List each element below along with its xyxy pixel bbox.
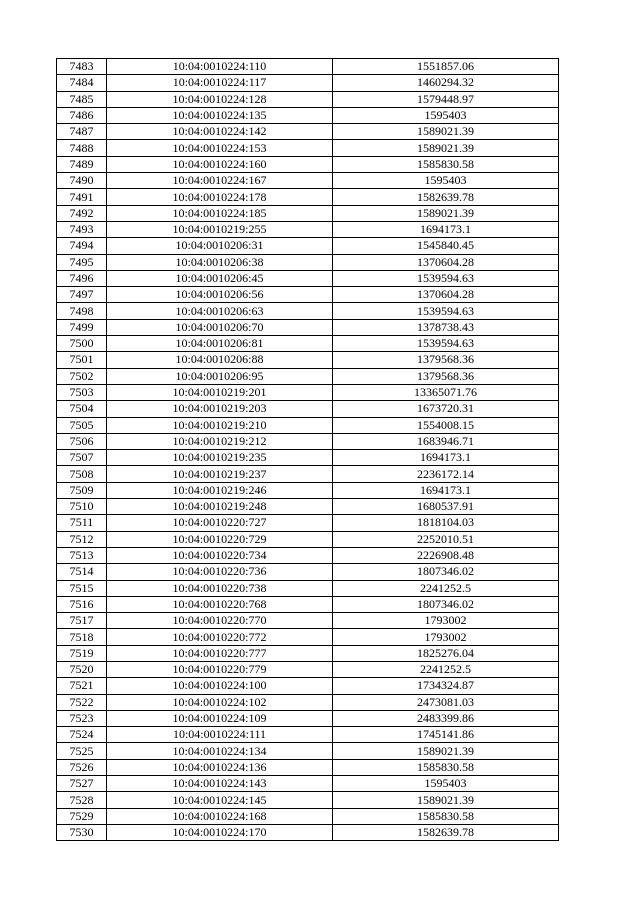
cadastral-number-cell: 10:04:0010220:738 [107, 580, 333, 596]
cadastral-number-cell: 10:04:0010224:134 [107, 743, 333, 759]
value-cell: 1694173.1 [333, 482, 559, 498]
table-row [57, 59, 559, 75]
cadastral-number-cell: 10:04:0010219:201 [107, 384, 333, 400]
table-row [57, 515, 559, 531]
value-cell: 2252010.51 [333, 531, 559, 547]
value-cell: 1551857.06 [333, 59, 559, 75]
value-cell: 1589021.39 [333, 792, 559, 808]
cadastral-number-cell: 10:04:0010219:212 [107, 433, 333, 449]
value-cell: 1818104.03 [333, 515, 559, 531]
table-row [57, 287, 559, 303]
cadastral-number-cell: 10:04:0010224:160 [107, 156, 333, 172]
cadastral-number-cell: 10:04:0010224:117 [107, 75, 333, 91]
value-cell: 1539594.63 [333, 270, 559, 286]
cadastral-number-cell: 10:04:0010220:734 [107, 547, 333, 563]
row-number-cell: 7489 [57, 156, 107, 172]
value-cell: 1545840.45 [333, 238, 559, 254]
cadastral-number-cell: 10:04:0010206:63 [107, 303, 333, 319]
cadastral-number-cell: 10:04:0010219:203 [107, 401, 333, 417]
row-number-cell: 7492 [57, 205, 107, 221]
cadastral-number-cell: 10:04:0010206:56 [107, 287, 333, 303]
row-number-cell: 7488 [57, 140, 107, 156]
row-number-cell: 7511 [57, 515, 107, 531]
row-number-cell: 7500 [57, 336, 107, 352]
table-row [57, 531, 559, 547]
table-row [57, 124, 559, 140]
cadastral-number-cell: 10:04:0010224:111 [107, 727, 333, 743]
row-number-cell: 7520 [57, 661, 107, 677]
value-cell: 1694173.1 [333, 221, 559, 237]
cadastral-number-cell: 10:04:0010206:88 [107, 352, 333, 368]
value-cell: 1745141.86 [333, 727, 559, 743]
value-cell: 1595403 [333, 107, 559, 123]
row-number-cell: 7495 [57, 254, 107, 270]
value-cell: 1595403 [333, 173, 559, 189]
cadastral-number-cell: 10:04:0010224:142 [107, 124, 333, 140]
value-cell: 2226908.48 [333, 547, 559, 563]
row-number-cell: 7494 [57, 238, 107, 254]
table-row [57, 254, 559, 270]
cadastral-number-cell: 10:04:0010224:168 [107, 808, 333, 824]
table-row [57, 727, 559, 743]
row-number-cell: 7509 [57, 482, 107, 498]
row-number-cell: 7485 [57, 91, 107, 107]
cadastral-number-cell: 10:04:0010206:70 [107, 319, 333, 335]
row-number-cell: 7504 [57, 401, 107, 417]
value-cell: 1589021.39 [333, 124, 559, 140]
table-row [57, 808, 559, 824]
row-number-cell: 7491 [57, 189, 107, 205]
row-number-cell: 7530 [57, 824, 107, 840]
table-row [57, 417, 559, 433]
table-row [57, 759, 559, 775]
row-number-cell: 7483 [57, 59, 107, 75]
value-cell: 1673720.31 [333, 401, 559, 417]
value-cell: 2236172.14 [333, 466, 559, 482]
value-cell: 1683946.71 [333, 433, 559, 449]
value-cell: 2241252.5 [333, 661, 559, 677]
row-number-cell: 7521 [57, 678, 107, 694]
value-cell: 1379568.36 [333, 352, 559, 368]
cadastral-number-cell: 10:04:0010206:31 [107, 238, 333, 254]
value-cell: 13365071.76 [333, 384, 559, 400]
value-cell: 1807346.02 [333, 564, 559, 580]
value-cell: 1539594.63 [333, 303, 559, 319]
table-row [57, 205, 559, 221]
value-cell: 1585830.58 [333, 156, 559, 172]
row-number-cell: 7527 [57, 776, 107, 792]
table-row [57, 401, 559, 417]
table-row [57, 776, 559, 792]
cadastral-number-cell: 10:04:0010224:136 [107, 759, 333, 775]
cadastral-number-cell: 10:04:0010206:95 [107, 368, 333, 384]
table-row [57, 466, 559, 482]
cadastral-number-cell: 10:04:0010224:167 [107, 173, 333, 189]
cadastral-number-cell: 10:04:0010224:178 [107, 189, 333, 205]
cadastral-number-cell: 10:04:0010219:237 [107, 466, 333, 482]
cadastral-number-cell: 10:04:0010219:255 [107, 221, 333, 237]
cadastral-number-cell: 10:04:0010224:185 [107, 205, 333, 221]
value-cell: 1370604.28 [333, 287, 559, 303]
row-number-cell: 7518 [57, 629, 107, 645]
value-cell: 1825276.04 [333, 645, 559, 661]
table-row [57, 824, 559, 840]
value-cell: 1807346.02 [333, 596, 559, 612]
row-number-cell: 7499 [57, 319, 107, 335]
cadastral-number-cell: 10:04:0010224:153 [107, 140, 333, 156]
table-row [57, 450, 559, 466]
table-row [57, 352, 559, 368]
value-cell: 1460294.32 [333, 75, 559, 91]
value-cell: 1694173.1 [333, 450, 559, 466]
table-row [57, 140, 559, 156]
row-number-cell: 7496 [57, 270, 107, 286]
cadastral-number-cell: 10:04:0010224:128 [107, 91, 333, 107]
value-cell: 1793002 [333, 613, 559, 629]
row-number-cell: 7522 [57, 694, 107, 710]
table-row [57, 482, 559, 498]
value-cell: 1579448.97 [333, 91, 559, 107]
value-cell: 1793002 [333, 629, 559, 645]
table-row [57, 91, 559, 107]
table-row [57, 336, 559, 352]
row-number-cell: 7484 [57, 75, 107, 91]
value-cell: 1378738.43 [333, 319, 559, 335]
row-number-cell: 7493 [57, 221, 107, 237]
table-row [57, 661, 559, 677]
row-number-cell: 7490 [57, 173, 107, 189]
data-table [56, 58, 559, 841]
row-number-cell: 7526 [57, 759, 107, 775]
value-cell: 1589021.39 [333, 743, 559, 759]
row-number-cell: 7498 [57, 303, 107, 319]
cadastral-number-cell: 10:04:0010220:729 [107, 531, 333, 547]
table-row [57, 580, 559, 596]
value-cell: 1582639.78 [333, 189, 559, 205]
cadastral-number-cell: 10:04:0010220:768 [107, 596, 333, 612]
cadastral-number-cell: 10:04:0010220:772 [107, 629, 333, 645]
table-row [57, 596, 559, 612]
value-cell: 1680537.91 [333, 499, 559, 515]
row-number-cell: 7486 [57, 107, 107, 123]
cadastral-number-cell: 10:04:0010224:145 [107, 792, 333, 808]
value-cell: 1554008.15 [333, 417, 559, 433]
cadastral-number-cell: 10:04:0010224:100 [107, 678, 333, 694]
table-row [57, 613, 559, 629]
value-cell: 1539594.63 [333, 336, 559, 352]
table-row [57, 384, 559, 400]
table-row [57, 189, 559, 205]
cadastral-number-cell: 10:04:0010220:727 [107, 515, 333, 531]
table-row [57, 319, 559, 335]
cadastral-number-cell: 10:04:0010224:143 [107, 776, 333, 792]
table-row [57, 645, 559, 661]
cadastral-number-cell: 10:04:0010224:102 [107, 694, 333, 710]
table-row [57, 107, 559, 123]
row-number-cell: 7505 [57, 417, 107, 433]
table-row [57, 173, 559, 189]
value-cell: 1589021.39 [333, 205, 559, 221]
row-number-cell: 7510 [57, 499, 107, 515]
cadastral-number-cell: 10:04:0010219:210 [107, 417, 333, 433]
value-cell: 2483399.86 [333, 710, 559, 726]
table-row [57, 238, 559, 254]
table-row [57, 221, 559, 237]
row-number-cell: 7529 [57, 808, 107, 824]
table-row [57, 433, 559, 449]
row-number-cell: 7497 [57, 287, 107, 303]
row-number-cell: 7523 [57, 710, 107, 726]
table-row [57, 270, 559, 286]
row-number-cell: 7487 [57, 124, 107, 140]
table-row [57, 564, 559, 580]
row-number-cell: 7508 [57, 466, 107, 482]
cadastral-number-cell: 10:04:0010206:45 [107, 270, 333, 286]
row-number-cell: 7503 [57, 384, 107, 400]
table-row [57, 629, 559, 645]
value-cell: 1370604.28 [333, 254, 559, 270]
table-row [57, 368, 559, 384]
row-number-cell: 7514 [57, 564, 107, 580]
cadastral-number-cell: 10:04:0010224:170 [107, 824, 333, 840]
row-number-cell: 7515 [57, 580, 107, 596]
row-number-cell: 7501 [57, 352, 107, 368]
table-row [57, 743, 559, 759]
value-cell: 1585830.58 [333, 759, 559, 775]
table-row [57, 678, 559, 694]
cadastral-number-cell: 10:04:0010224:109 [107, 710, 333, 726]
row-number-cell: 7516 [57, 596, 107, 612]
table-row [57, 694, 559, 710]
cadastral-number-cell: 10:04:0010219:248 [107, 499, 333, 515]
row-number-cell: 7519 [57, 645, 107, 661]
value-cell: 1734324.87 [333, 678, 559, 694]
row-number-cell: 7513 [57, 547, 107, 563]
row-number-cell: 7517 [57, 613, 107, 629]
value-cell: 1595403 [333, 776, 559, 792]
table-body [57, 59, 559, 841]
row-number-cell: 7502 [57, 368, 107, 384]
table-row [57, 156, 559, 172]
cadastral-number-cell: 10:04:0010224:110 [107, 59, 333, 75]
row-number-cell: 7507 [57, 450, 107, 466]
cadastral-number-cell: 10:04:0010224:135 [107, 107, 333, 123]
row-number-cell: 7506 [57, 433, 107, 449]
cadastral-number-cell: 10:04:0010219:235 [107, 450, 333, 466]
table-row [57, 75, 559, 91]
value-cell: 2473081.03 [333, 694, 559, 710]
cadastral-number-cell: 10:04:0010206:38 [107, 254, 333, 270]
row-number-cell: 7524 [57, 727, 107, 743]
value-cell: 1589021.39 [333, 140, 559, 156]
value-cell: 1585830.58 [333, 808, 559, 824]
value-cell: 1379568.36 [333, 368, 559, 384]
cadastral-number-cell: 10:04:0010220:779 [107, 661, 333, 677]
cadastral-number-cell: 10:04:0010220:770 [107, 613, 333, 629]
table-row [57, 499, 559, 515]
table-row [57, 303, 559, 319]
row-number-cell: 7525 [57, 743, 107, 759]
table-row [57, 792, 559, 808]
cadastral-number-cell: 10:04:0010206:81 [107, 336, 333, 352]
value-cell: 1582639.78 [333, 824, 559, 840]
cadastral-number-cell: 10:04:0010219:246 [107, 482, 333, 498]
row-number-cell: 7528 [57, 792, 107, 808]
table-row [57, 547, 559, 563]
cadastral-number-cell: 10:04:0010220:736 [107, 564, 333, 580]
table-row [57, 710, 559, 726]
cadastral-number-cell: 10:04:0010220:777 [107, 645, 333, 661]
row-number-cell: 7512 [57, 531, 107, 547]
value-cell: 2241252.5 [333, 580, 559, 596]
